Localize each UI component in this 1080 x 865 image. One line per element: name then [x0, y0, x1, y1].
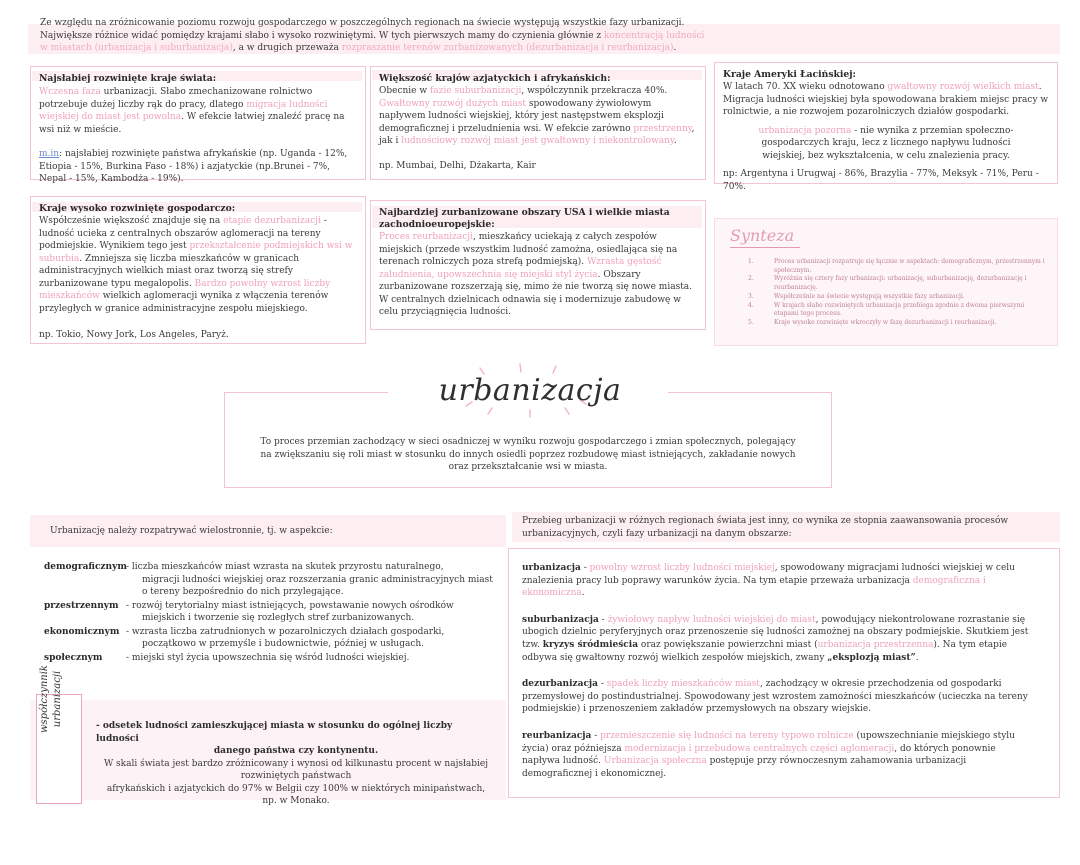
box-least-developed: [30, 66, 366, 184]
synthesis-heading: Synteza: [730, 226, 795, 245]
synthesis-item: 1. Proces urbanizacji rozpatruje się łącznie w aspektach: demograficznym, przestrzennym i społecznym.: [748, 258, 1045, 274]
box-asia-examples: np. Mumbai, Delhi, Dżakarta, Kair: [379, 160, 536, 171]
box-latin-america: [714, 62, 1058, 192]
synthesis-item: 3. Współcześnie na świecie występują wszystkie fazy urbanizacji.: [748, 292, 965, 300]
box-least-examples: m.in: najsłabiej rozwinięte państwa afrykańskie (np. Uganda - 12%, Etiopia - 15%, Burkina Faso - 18%) i azjatyckie (np.Brunei - 7%, Nepal - 15%, Kambodża - 19%).: [39, 149, 348, 184]
aspect-row: społecznym - miejski styl życia upowszechnia się wśród ludności wiejskiej.: [44, 652, 410, 663]
box-high-text: Współcześnie większość znajduje się na etapie dezurbanizacji - ludność ucieka z centralnych obszarów aglomeracji na tereny podmiejskie. Wynikiem tego jest przekształcenie podmiejskich wsi w suburbia. Zmniejsza się liczba mieszkańców w granicach administracyjnych wielkich miast oraz tworzą się strefy zurbanizowane typu megalopolis. Bardzo powolny wzrost liczby mieszkańców wielkich aglomeracji wynika z włączenia terenów przyległych w granice administracyjne zespołu miejskiego.: [39, 216, 353, 314]
urbanization-definition: To proces przemian zachodzący w sieci osadniczej w wyniku rozwoju gospodarczego i zmian społecznych, polegający na zwiększaniu się roli miast w stosunku do innych osiedli poprzez rozbudowę miast istniejących, zakładanie nowych oraz przekształcanie wsi w miasta.: [260, 437, 796, 472]
box-high-title: Kraje wysoko rozwinięte gospodarczo:: [39, 203, 236, 214]
stage-reurbanization: reurbanizacja - przemieszczenie się ludności na tereny typowo rolnicze (upowszechnianie miejskiego stylu życia) oraz późniejsza modernizacja i przebudowa centralnych części aglomeracji, do których ponownie napływa ludność. Urbanizacja społeczna postępuje przy równoczesnym zahamowania urbanizacji demograficznej i ekonomicznej.: [522, 730, 1015, 779]
synthesis-item: 2. Wyróżnia się cztery fazy urbanizacji: urbanizację, suburbanizację, dezurbanizację i reurbanizację.: [748, 275, 1027, 292]
synthesis-item: 4. W krajach słabo rozwiniętych urbanizacja przebiega zgodnie z dwoma pierwszymi etapami tego procesu.: [748, 301, 1025, 318]
stages-list: [522, 562, 1032, 794]
coefficient-definition: - odsetek ludności zamieszkującej miasta w stosunku do ogólnej liczby ludności danego państwa czy kontynentu. W skali świata jest bardzo zróżnicowany i wynosi od kilkunastu procent w najsłabiej rozwiniętych państwach afrykańskich i azjatyckich do 97% w Belgii czy 100% w niektórych minipaństwach, np. w Monako.: [96, 721, 489, 806]
stage-dezurbanization: dezurbanizacja - spadek liczby mieszkańców miast, zachodzący w okresie przechodzenia od gospodarki przemysłowej do postindustrialnej. Spowodowany jest wzrostem zamożności mieszkańców (ucieczka na tereny podmiejskie) i przenoszeniem zakładów przemysłowych na obszary wiejskie.: [522, 679, 1028, 715]
box-latam-title: Kraje Ameryki Łacińskiej:: [723, 69, 856, 80]
box-latam-pozorna: urbanizacja pozorna - nie wynika z przemian społeczno-gospodarczych kraju, lecz z licznego napływu ludności wiejskiej, bez wykształcenia, w celu znalezienia pracy.: [758, 125, 1014, 161]
aspects-list: [44, 561, 504, 665]
stage-urbanization: urbanizacja - powolny wzrost liczby ludności miejskiej, spowodowany migracjami ludności wiejskiej w celu znalezienia pracy lub poprawy warunków życia. Na tym etapie przeważa urbanizacja demograficzna i ekonomiczna.: [522, 563, 1015, 599]
box-asia-text: Obecnie w fazie suburbanizacji, współczynnik przekracza 40%. Gwałtowny rozwój dużych miast spowodowany żywiołowym napływem ludności wiejskiej, który jest następstwem eksplozji demograficznej i przeludnienia wsi. W efekcie zarówno przestrzenny, jak i ludnościowy rozwój miast jest gwałtowny i niekontrolowany.: [379, 86, 695, 146]
aspect-row: demograficznym - liczba mieszkańców miast wzrasta na skutek przyrostu naturalnego, migracji ludności wiejskiej oraz rozszerzania granic administracyjnych miast o tereny bezpośrednio do nich przylegające.: [44, 562, 493, 597]
box-highly-developed: [30, 196, 366, 344]
box-high-examples: np. Tokio, Nowy Jork, Los Angeles, Paryż.: [39, 330, 229, 340]
aspects-intro: Urbanizację należy rozpatrywać wielostronnie, tj. w aspekcie:: [50, 526, 333, 536]
intro-text: Ze względu na zróżnicowanie poziomu rozwoju gospodarczego w poszczególnych regionach na świecie występują wszystkie fazy urbanizacji. Największe różnice widać pomiędzy krajami słabo i wysoko rozwiniętymi. W tych pierwszych mamy do czynienia głównie z koncentracją ludności w miastach (urbanizacja i suburbanizacja), a w drugich przeważa rozpraszanie terenów zurbanizowanych (dezurbanizacja i reurbanizacja).: [40, 18, 705, 53]
box-asia-africa: [370, 66, 706, 180]
box-latam-examples: np: Argentyna i Urugwaj - 86%, Brazylia - 77%, Meksyk - 71%, Peru - 70%.: [723, 169, 1039, 192]
box-asia-title: Większość krajów azjatyckich i afrykańskich:: [379, 73, 611, 84]
stages-intro: Przebieg urbanizacji w różnych regionach świata jest inny, co wynika ze stopnia zaawansowania procesów urbanizacyjnych, czyli fazy urbanizacji na danym obszarze:: [522, 516, 1009, 539]
box-latam-text: W latach 70. XX wieku odnotowano gwałtowny rozwój wielkich miast. Migracja ludności wiejskiej była spowodowana brakiem miejsc pracy w rolnictwie, a nie rozwojem pozarolniczych działów gospodarki.: [723, 82, 1049, 117]
coefficient-label: współczynnik urbanizacji: [39, 665, 63, 734]
box-usa-text: Proces reurbanizacji, mieszkańcy uciekają z całych zespołów miejskich (przede wszystkim ludność zamożna, osiedlająca się na terenach rolniczych poza strefą podmiejską). Wzrasta gęstość zaludnienia, upowszechnia się miejski styl życia. Obszary zurbanizowane rozszerzają się, mimo że nie tworzą się nowe miasta. W centralnych dzielnicach odnawia się i modernizuje zabudowę w celu przyciągnięcia ludności.: [379, 232, 693, 317]
box-least-title: Najsłabiej rozwinięte kraje świata:: [39, 73, 217, 84]
box-usa-title: Najbardziej zurbanizowane obszary USA i wielkie miasta zachodnioeuropejskie:: [379, 207, 670, 230]
synthesis-list: [748, 258, 1048, 328]
page-title: urbanizacja: [438, 373, 622, 408]
box-least-text: Wczesna faza urbanizacji. Słabo zmechanizowane rolnictwo potrzebuje dużej liczby rąk do pracy, dlatego migracja ludności wiejskiej do miast jest powolna. W efekcie łatwiej znaleźć pracę na wsi niż w mieście.: [39, 87, 345, 135]
stage-suburbanization: suburbanizacja - żywiołowy napływ ludności wiejskiej do miast, powodujący niekontrolowane rozrastanie się ubogich dzielnic peryferyjnych oraz przenoszenie się ludności zamożnej na obszary podmiejskie. Skutkiem jest tzw. kryzys śródmieścia oraz powiększanie powierzchni miast (urbanizacja przestrzenna). Na tym etapie odbywa się gwałtowny rozwój wielkich zespołów miejskich, zwany „eksplozją miast”.: [522, 614, 1029, 663]
aspect-row: ekonomicznym - wzrasta liczba zatrudnionych w pozarolniczych działach gospodarki, początkowo w przemyśle i budownictwie, później w usługach.: [44, 626, 445, 649]
aspect-row: przestrzennym - rozwój terytorialny miast istniejących, powstawanie nowych ośrodków miejskich i tworzenie się rozległych stref zurbanizowanych.: [44, 600, 454, 623]
box-usa-europe: [370, 200, 706, 330]
synthesis-underline: [730, 247, 800, 248]
synthesis-item: 5. Kraje wysoko rozwinięte wkroczyły w fazę dezurbanizacji i reurbanizacji.: [748, 318, 997, 326]
